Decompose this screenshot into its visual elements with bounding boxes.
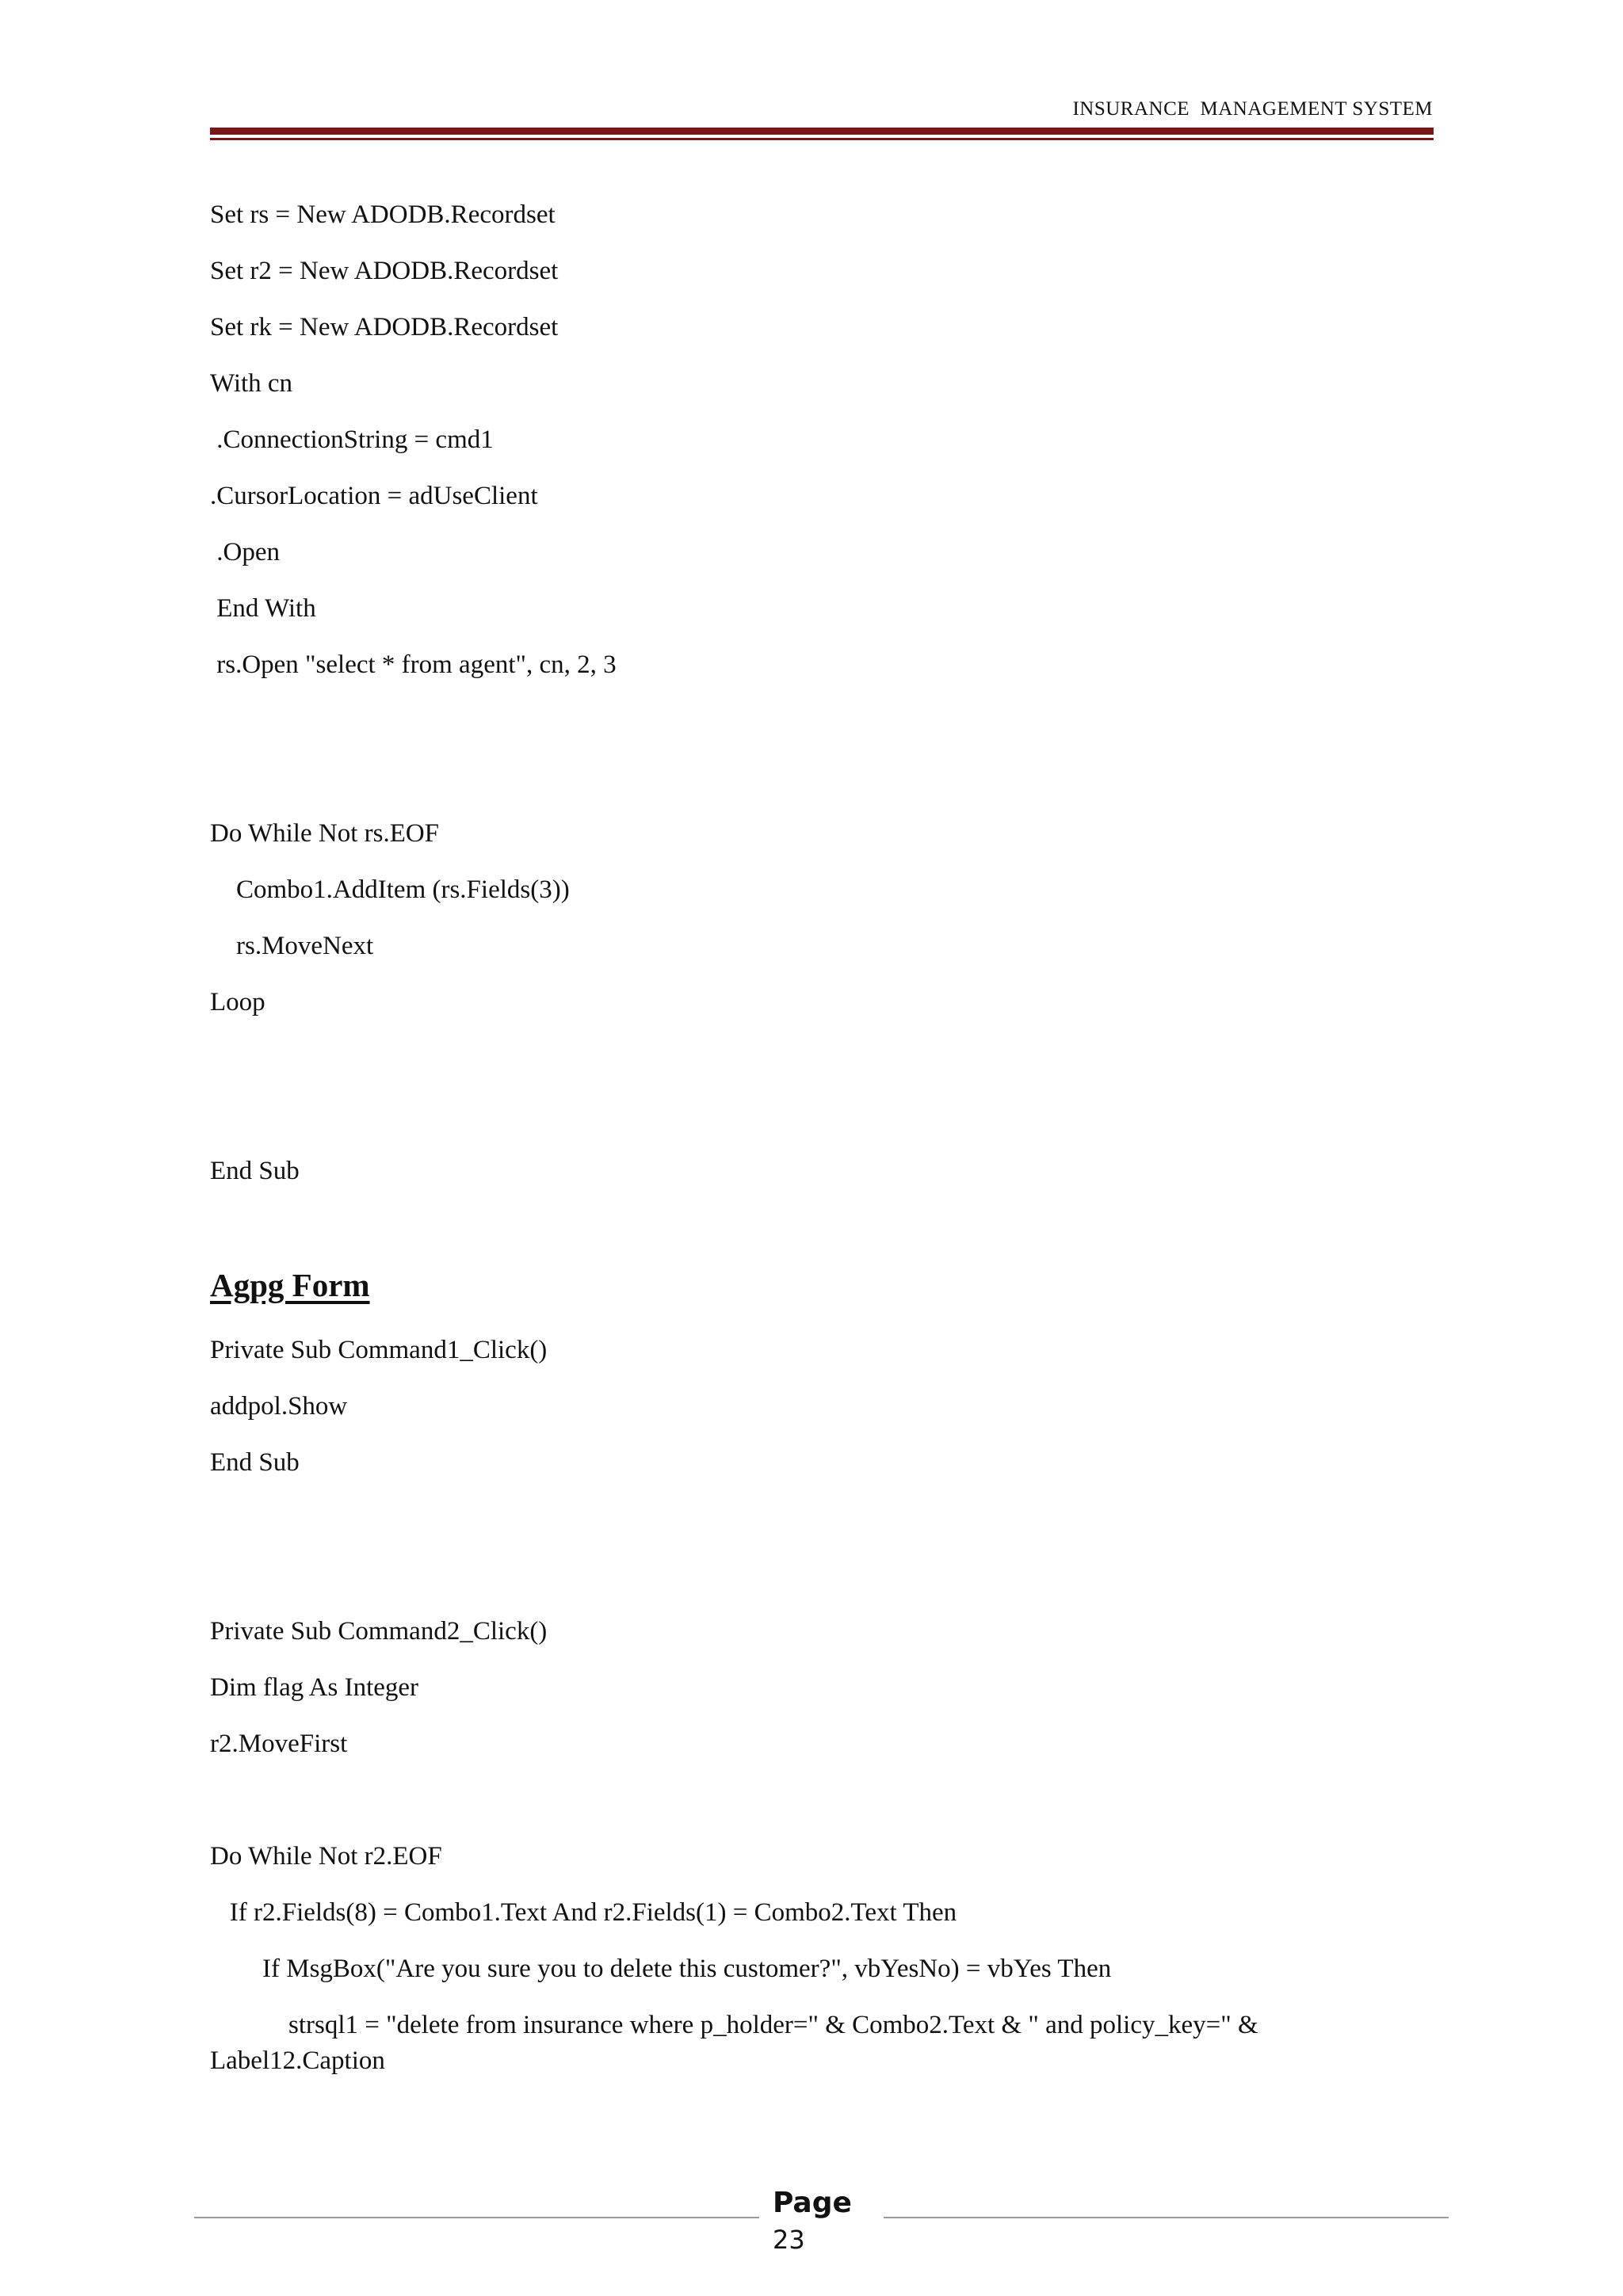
code-line: Loop: [210, 988, 265, 1016]
code-line: Set rk = New ADODB.Recordset: [210, 313, 559, 341]
code-line: Do While Not rs.EOF: [210, 819, 440, 848]
code-line: addpol.Show: [210, 1392, 348, 1421]
header-title: INSURANCE MANAGEMENT SYSTEM: [1072, 98, 1433, 120]
code-line: .CursorLocation = adUseClient: [210, 482, 538, 510]
footer-page-label: Page: [773, 2187, 852, 2219]
code-line: Combo1.AddItem (rs.Fields(3)): [210, 875, 570, 904]
code-line: Dim flag As Integer: [210, 1673, 419, 1702]
header-rule-thin: [210, 138, 1434, 140]
code-line: Private Sub Command1_Click(): [210, 1336, 548, 1364]
code-line: If MsgBox("Are you sure you to delete this customer?", vbYesNo) = vbYes Then: [210, 1955, 1112, 1983]
footer-rule-left: [194, 2217, 759, 2218]
code-line: r2.MoveFirst: [210, 1730, 348, 1758]
footer-page-number: 23: [773, 2225, 805, 2255]
code-line: End Sub: [210, 1157, 300, 1185]
code-line: Label12.Caption: [210, 2046, 385, 2075]
code-line: With cn: [210, 369, 293, 398]
code-line: Set rs = New ADODB.Recordset: [210, 200, 556, 229]
code-line: rs.Open "select * from agent", cn, 2, 3: [210, 650, 617, 679]
footer-rule-right: [884, 2217, 1449, 2218]
code-line: If r2.Fields(8) = Combo1.Text And r2.Fields(1) = Combo2.Text Then: [210, 1898, 957, 1927]
code-line: End With: [210, 594, 316, 623]
section-heading: Agpg Form: [210, 1267, 370, 1303]
code-line: Set r2 = New ADODB.Recordset: [210, 257, 559, 285]
code-line: rs.MoveNext: [210, 932, 374, 960]
code-line: .Open: [210, 538, 280, 566]
code-line: End Sub: [210, 1448, 300, 1477]
code-line: .ConnectionString = cmd1: [210, 425, 494, 454]
header-rule-thick: [210, 128, 1434, 135]
code-line: Private Sub Command2_Click(): [210, 1617, 548, 1646]
code-line: strsql1 = "delete from insurance where p_holder=" & Combo2.Text & " and policy_key=" &: [210, 2011, 1258, 2039]
code-line: Do While Not r2.EOF: [210, 1842, 442, 1871]
